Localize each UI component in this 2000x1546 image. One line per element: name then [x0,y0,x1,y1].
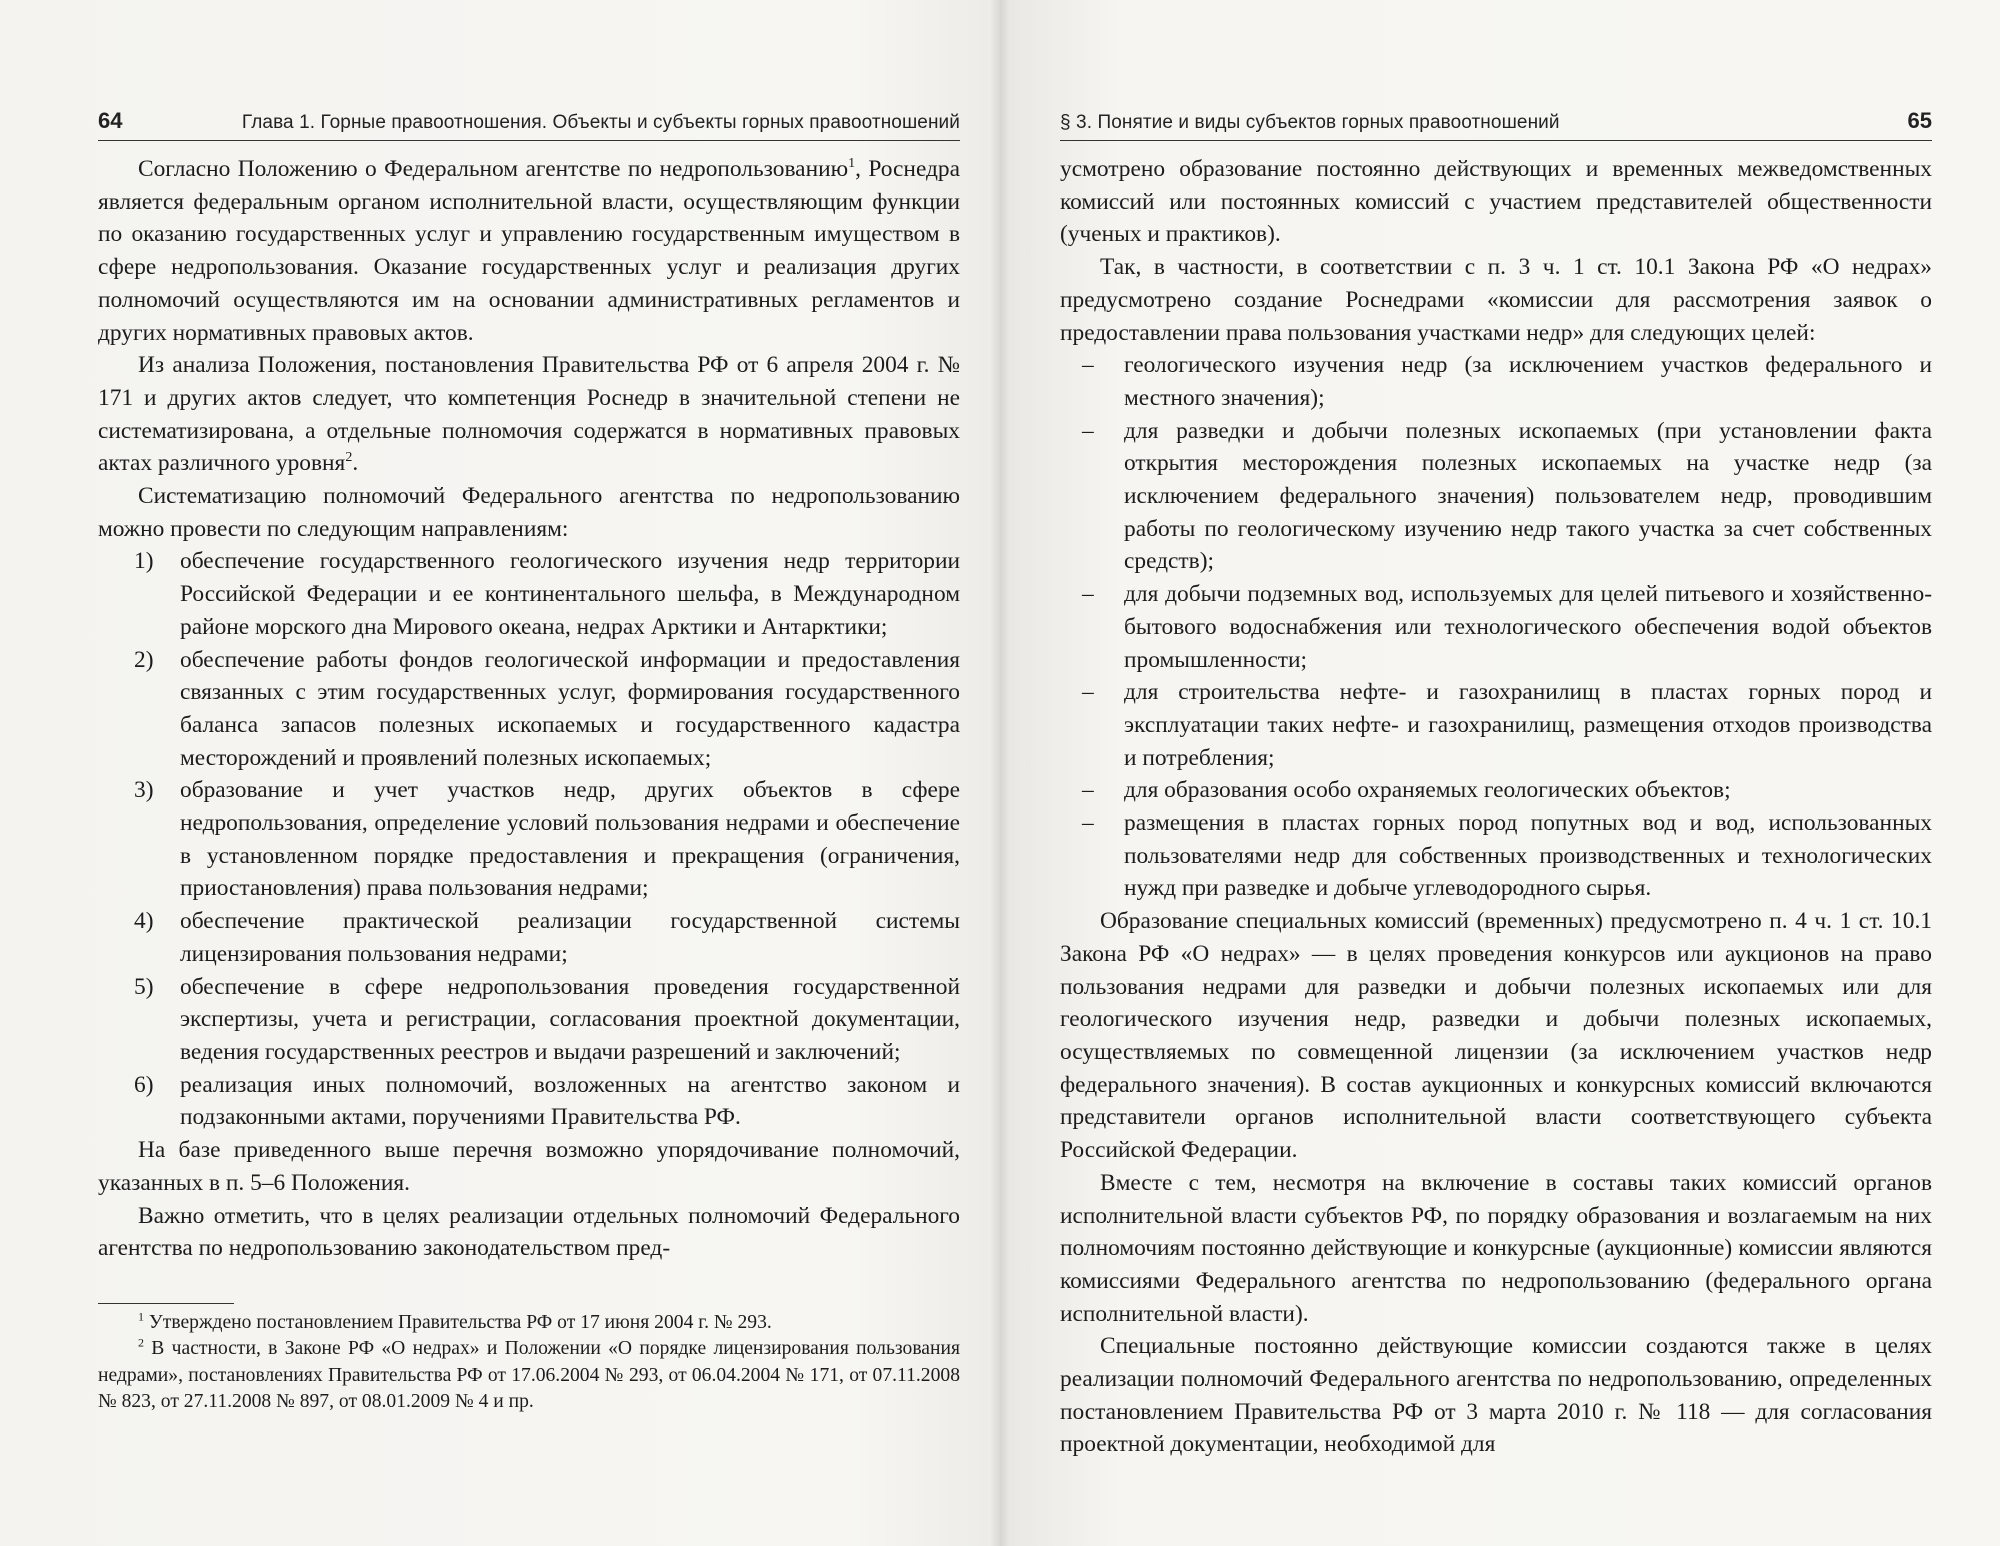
right-page [1000,0,2000,1546]
list-item [1060,676,1932,774]
left-running-head [98,108,960,141]
list-item-text: обеспечение в сфере недропользования проведения государственной экспертизы, учета и регистрации, согласования проектной документации, ведения государственных реестров и выдачи разрешений и заключений; [180,973,960,1065]
left-page-number: 64 [98,108,123,133]
left-body-text [98,153,960,1265]
footnote-mark: 1 [138,1309,144,1324]
dash-bullet: – [1082,679,1094,706]
paragraph [98,349,960,480]
paragraph: Образование специальных комиссий (временных) предусмотрено п. 4 ч. 1 ст. 10.1 Закона РФ «О недрах» — в целях проведения конкурсов или аукционов на право пользования недрами для разведки и добычи полезных ископаемых или для геологического изучения недр, разведки и добычи полезных ископаемых, осуществляемых по совмещенной лицензии (за исключением участков недр федерального значения). В состав аукционных и конкурсных комиссий включаются представители органов исполнительной власти соответствующего субъекта Российской Федерации. [1060,908,1932,1164]
list-item [98,644,960,775]
footnote-mark: 2 [138,1335,144,1350]
footnote-text: Утверждено постановлением Правительства РФ от 17 июня 2004 г. № 293. [144,1311,772,1333]
paragraph: усмотрено образование постоянно действующих и временных межведомственных комиссий или постоянных комиссий с участием представителей общественности (ученых и практиков). [1060,156,1932,248]
paragraph: Вместе с тем, несмотря на включение в составы таких комиссий органов исполнительной власти субъектов РФ, по порядку образования и возлагаемым на них полномочиям постоянно действующие и конкурсные (аукционные) комиссии являются комиссиями Федерального агентства по недропользованию (федерального органа исполнительной власти). [1060,1169,1932,1327]
list-item-text: обеспечение практической реализации государственной системы лицензирования пользования недрами; [180,908,960,967]
numbered-list [98,545,960,1134]
footnote-text: В частности, в Законе РФ «О недрах» и Положении «О порядке лицензирования пользования недрами», постановлениях Правительства РФ от 17.06.2004 № 293, от 06.04.2004 № 171, от 07.11.2008 № 823, от 27.11.2008 № 897, от 08.01.2009 № 4 и пр. [98,1338,960,1413]
dash-bullet: – [1082,352,1094,379]
dash-bullet: – [1082,810,1094,837]
list-item [98,774,960,905]
list-item-text: для строительства нефте- и газохранилищ в пластах горных пород и эксплуатации таких нефте- и газохранилищ, размещения отходов производства и потребления; [1124,679,1932,771]
list-item-text: реализация иных полномочий, возложенных на агентство законом и подзаконными актами, поручениями Правительства РФ. [180,1071,960,1131]
right-running-head [1060,108,1932,141]
list-item [1060,774,1932,807]
footnote-ref: 2 [345,450,353,466]
dash-bullet: – [1082,417,1094,444]
footnote [98,1336,960,1415]
right-body-text [1060,153,1932,1461]
list-item [1060,415,1932,579]
list-item-text: для добычи подземных вод, используемых для целей питьевого и хозяйственно-бытового водоснабжения или технологического обеспечения водой объектов промышленности; [1124,581,1932,673]
list-item-text: обеспечение работы фондов геологической информации и предоставления связанных с этим государственных услуг, формирования государственного баланса запасов полезных ископаемых и государственного кадастра месторождений и проявлений полезных ископаемых; [180,646,960,771]
list-item-text: геологического изучения недр (за исключением участков федерального и местного значения); [1124,352,1932,411]
footnote-divider [98,1303,234,1304]
paragraph: Систематизацию полномочий Федерального агентства по недропользованию можно провести по следующим направлениям: [98,483,960,542]
list-item-text: размещения в пластах горных пород попутных вод и вод, использованных пользователями недр для собственных производственных и технологических нужд при разведке и добыче углеводородного сырья. [1124,810,1932,902]
list-item-text: образование и учет участков недр, других объектов в сфере недропользования, определение условий пользования недрами и обеспечение в установленном порядке предоставления и прекращения (ограничения, приостановления) права пользования недрами; [180,777,960,902]
list-item-number: 4) [134,908,154,935]
list-item-text: для образования особо охраняемых геологических объектов; [1124,777,1731,804]
paragraph: Так, в частности, в соответствии с п. 3 ч. 1 ст. 10.1 Закона РФ «О недрах» предусмотрено создание Роснедрами «комиссии для рассмотрения заявок о предоставлении права пользования участками недр» для следующих целей: [1060,254,1932,346]
paragraph-text: . [352,450,359,477]
paragraph-text: Согласно Положению о Федеральном агентстве по недропользованию [138,156,849,182]
footnote-ref: 1 [848,156,856,172]
list-item [1060,349,1932,414]
list-item-number: 2) [134,646,154,673]
paragraph: Специальные постоянно действующие комиссии создаются также в целях реализации полномочий Федерального агентства по недропользованию, определенных постановлением Правительства РФ от 3 марта 2010 г. № 118 — для согласования проектной документации, необходимой для [1060,1333,1932,1458]
list-item-number: 6) [134,1071,154,1098]
list-item [98,545,960,643]
footnote [98,1310,960,1336]
dash-bullet: – [1082,777,1094,804]
paragraph [98,153,960,349]
footnotes [98,1310,960,1416]
dash-bullet: – [1082,581,1094,608]
list-item-number: 3) [134,777,154,804]
list-item-number: 1) [134,548,154,575]
right-running-head-title: § 3. Понятие и виды субъектов горных правоотношений [1060,112,1560,133]
list-item [98,971,960,1069]
book-gutter-shadow [990,0,1010,1546]
list-item-text: обеспечение государственного геологического изучения недр территории Российской Федерации и ее континентального шельфа, в Международном районе морского дна Мирового океана, недрах Арктики и Антарктики; [180,548,960,640]
list-item [98,1069,960,1134]
list-item-number: 5) [134,973,154,1000]
list-item [98,905,960,970]
list-item-text: для разведки и добычи полезных ископаемых (при установлении факта открытия месторождения полезных ископаемых на участке недр (за исключением федерального значения) пользователем недр, проводившим работы по геологическому изучению недр такого участка за счет собственных средств); [1124,417,1932,575]
paragraph-text: , Роснедра является федеральным органом исполнительной власти, осуществляющим функции по оказанию государственных услуг и управлению государственным имуществом в сфере недропользования. Оказание государственных услуг и реализация других полномочий осуществляются им на основании административных регламентов и других нормативных правовых актов. [98,156,960,346]
list-item [1060,807,1932,905]
left-running-head-title: Глава 1. Горные правоотношения. Объекты и субъекты горных правоотношений [241,112,960,133]
paragraph: Важно отметить, что в целях реализации отдельных полномочий Федерального агентства по недропользованию законодательством пред- [98,1202,960,1262]
paragraph-text: Из анализа Положения, постановления Правительства РФ от 6 апреля 2004 г. № 171 и других актов следует, что компетенция Роснедр в значительной степени не систематизирована, а отдельные полномочия содержатся в нормативных правовых актах различного уровня [98,352,960,477]
right-page-number: 65 [1907,108,1932,133]
paragraph: На базе приведенного выше перечня возможно упорядочивание полномочий, указанных в п. 5–6 Положения. [98,1137,960,1196]
dash-list [1060,349,1932,905]
list-item [1060,578,1932,676]
